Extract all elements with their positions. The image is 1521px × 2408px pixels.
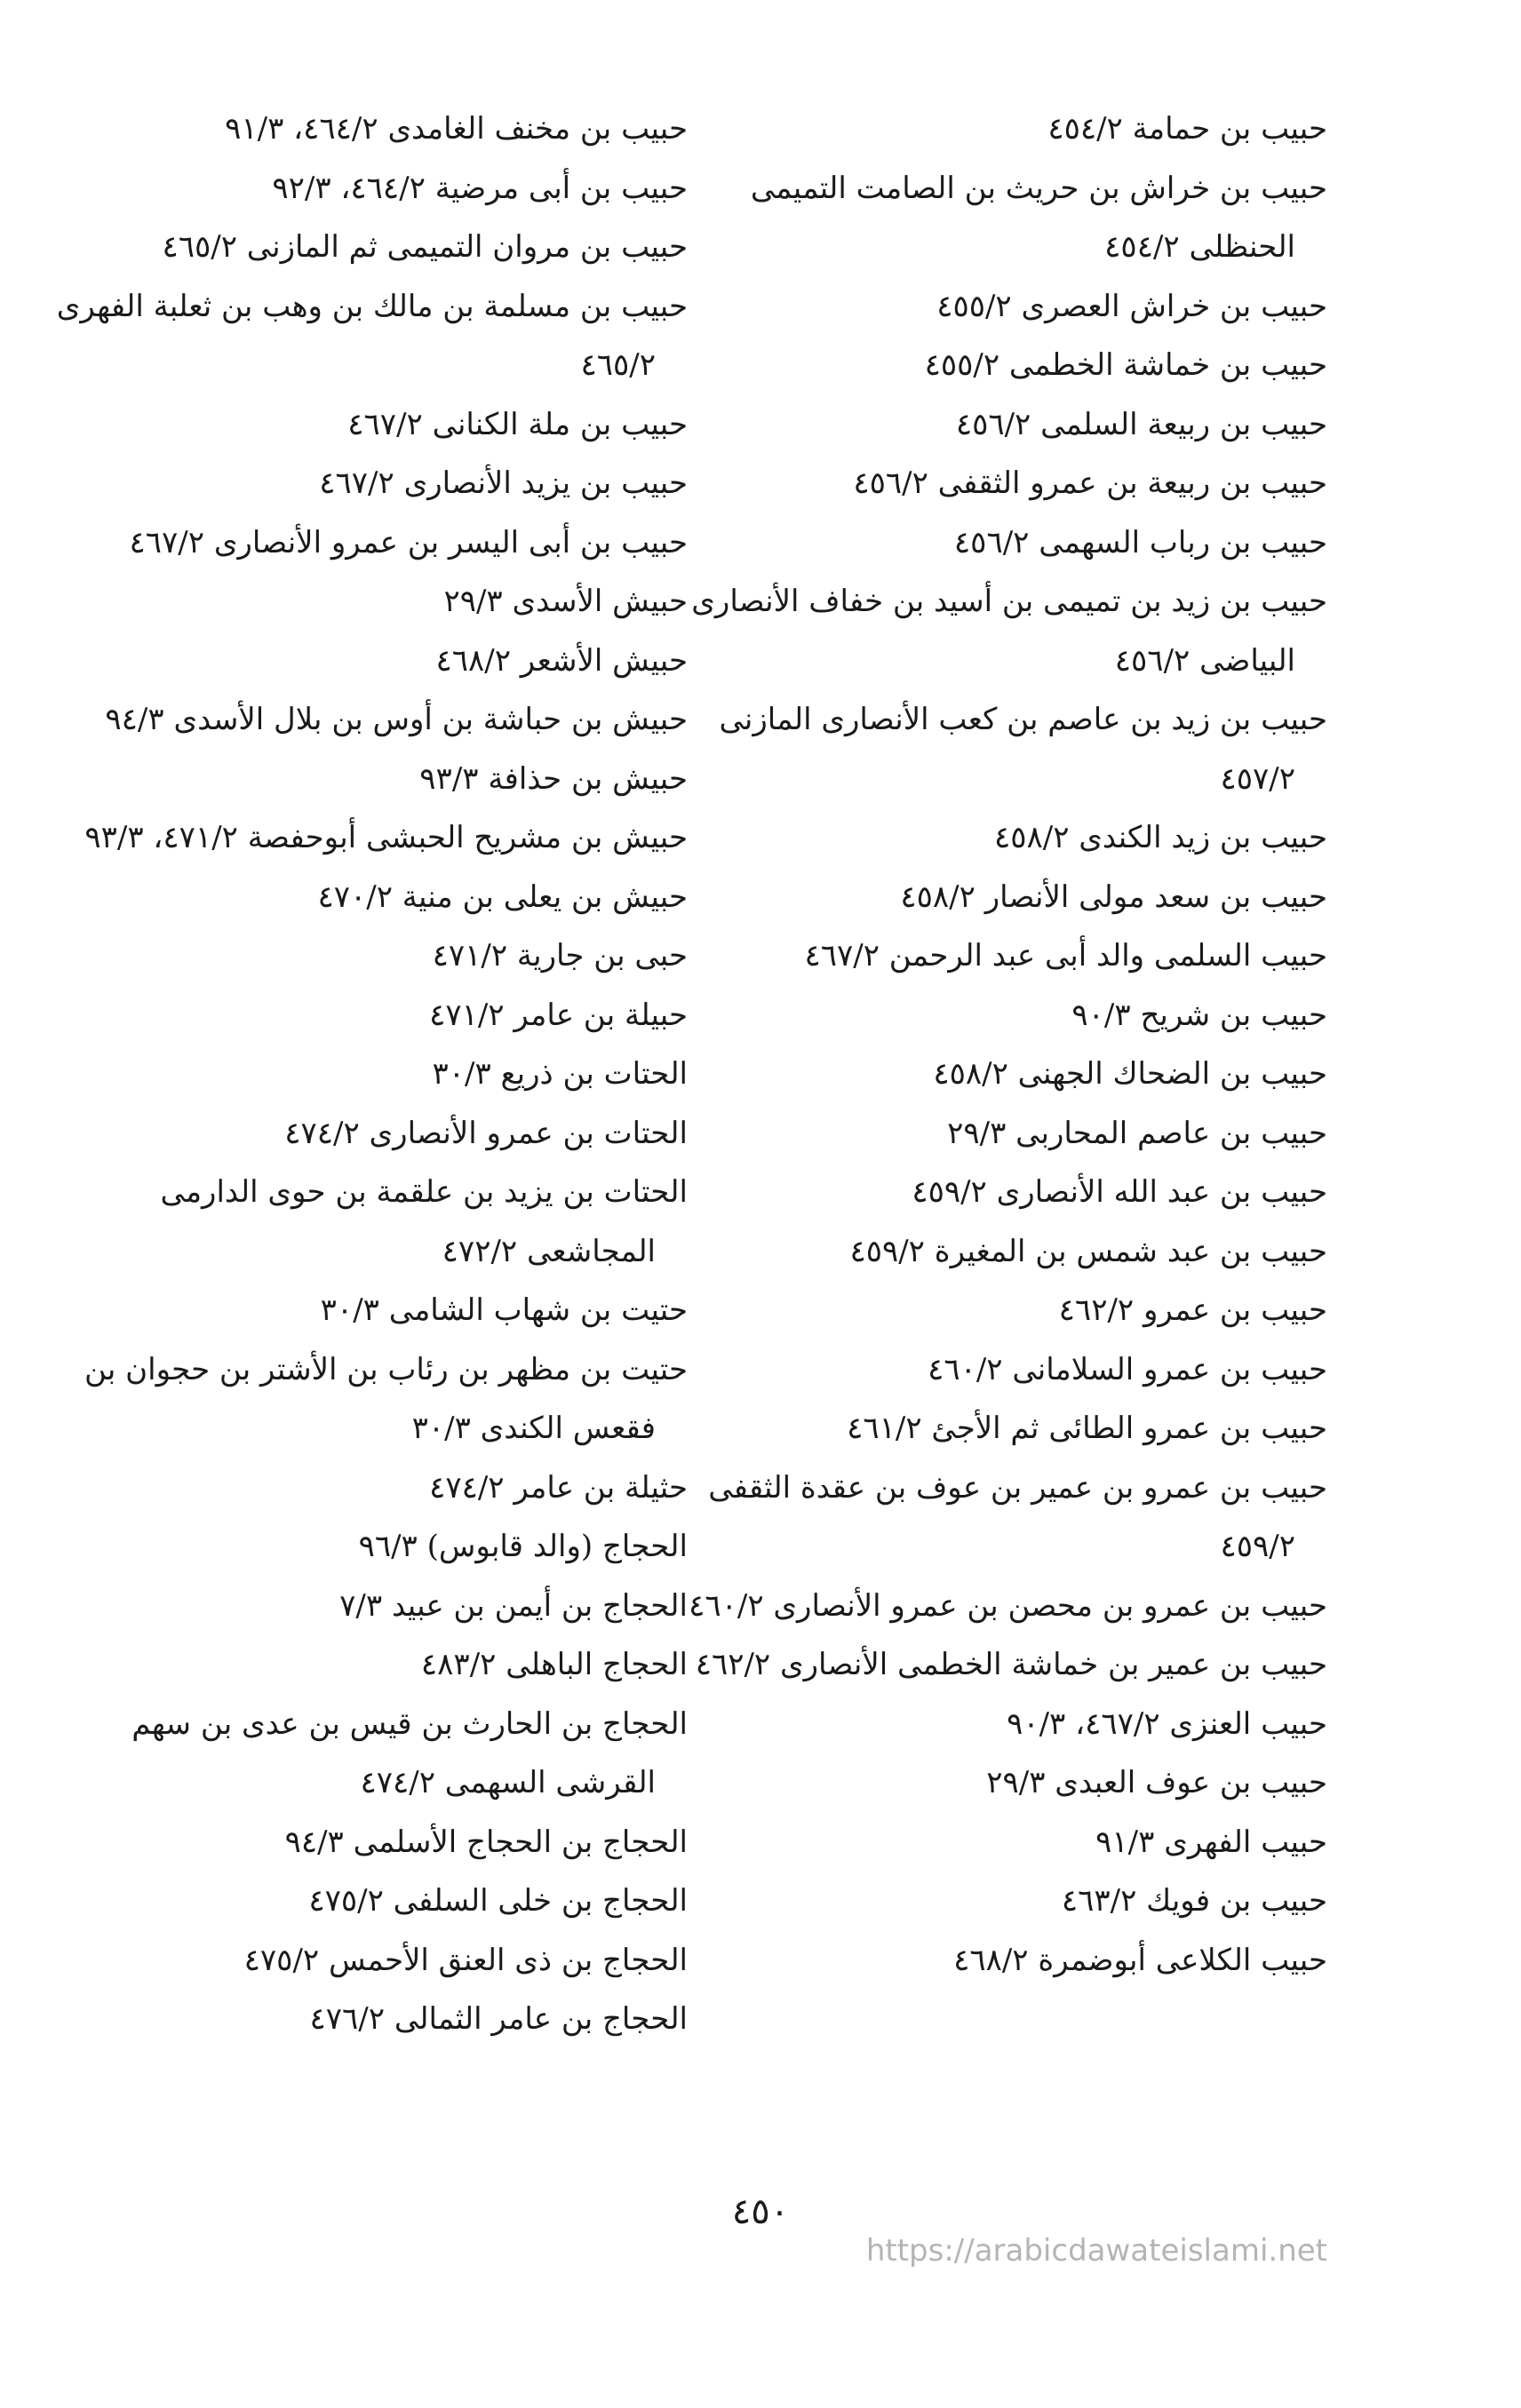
index-entry: حبيب بن خراش العصرى ٤٥٥/٢ <box>936 288 1327 324</box>
index-entry: حبيب بن حمامة ٤٥٤/٢ <box>1047 111 1327 147</box>
index-column-right <box>688 99 1327 1990</box>
index-entry: حبيب الكلاعى أبوضمرة ٤٦٨/٢ <box>953 1942 1327 1978</box>
index-entry: حبيش بن مشريح الحبشى أبوحفصة ٤٧١/٢، ٩٣/٣ <box>84 820 688 855</box>
index-entry: حبيش الأسدى ٢٩/٣ <box>443 584 688 619</box>
index-entry: حبيب بن مخنف الغامدى ٤٦٤/٢، ٩١/٣ <box>225 111 688 147</box>
index-entry: حبيب بن عبد شمس بن المغيرة ٤٥٩/٢ <box>849 1233 1327 1269</box>
index-entry: حبيب بن ملة الكنانى ٤٦٧/٢ <box>347 406 688 442</box>
index-entry: حبيب بن مروان التميمى ثم المازنى ٤٦٥/٢ <box>162 229 688 265</box>
index-entry: حبيب بن خماشة الخطمى ٤٥٥/٢ <box>924 347 1327 383</box>
index-entry: الحجاج (والد قابوس) ٩٦/٣ <box>358 1529 688 1564</box>
index-entry: الحجاج بن خلى السلفى ٤٧٥/٢ <box>308 1883 688 1919</box>
index-entry: الحجاج بن ذى العنق الأحمس ٤٧٥/٢ <box>243 1942 688 1978</box>
index-entry: حبيب بن عبد الله الأنصارى ٤٥٩/٢ <box>912 1174 1327 1210</box>
index-entry: حثيلة بن عامر ٤٧٤/٢ <box>429 1469 688 1506</box>
index-entry: حبيب بن عمير بن خماشة الخطمى الأنصارى ٤٦٢/٢ <box>695 1647 1327 1682</box>
index-entry: حبيب السلمى والد أبى عبد الرحمن ٤٦٧/٢ <box>804 938 1327 974</box>
index-entry: حبيب بن عوف العبدى ٢٩/٣ <box>986 1765 1327 1800</box>
page-number: ٤٥٠ <box>731 2191 790 2232</box>
index-entry: حبيش بن يعلى بن منية ٤٧٠/٢ <box>317 878 688 915</box>
index-entry: حتيت بن شهاب الشامى ٣٠/٣ <box>320 1292 688 1328</box>
index-entry: حبيب بن فويك ٤٦٣/٢ <box>1061 1883 1327 1919</box>
index-entry: حبيب بن عاصم المحاربى ٢٩/٣ <box>947 1115 1327 1151</box>
index-entry: الحتات بن يزيد بن علقمة بن حوى الدارمى المجاشعى ٤٧٢/٢ <box>160 1174 688 1269</box>
index-entry: حبيب بن الضحاك الجهنى ٤٥٨/٢ <box>933 1056 1327 1092</box>
index-entry: الحجاج بن الحارث بن قيس بن عدى بن سهم القرشى السهمى ٤٧٤/٢ <box>131 1705 688 1800</box>
index-entry: حبيب بن زيد الكندى ٤٥٨/٢ <box>993 820 1327 855</box>
index-entry: الحجاج بن الحجاج الأسلمى ٩٤/٣ <box>284 1824 688 1860</box>
index-entry: حتيت بن مظهر بن رئاب بن الأشتر بن حجوان بن فقعس الكندى ٣٠/٣ <box>84 1351 688 1446</box>
index-entry: حبيب العنزى ٤٦٧/٢، ٩٠/٣ <box>1007 1705 1327 1742</box>
index-entry: حبيب بن أبى اليسر بن عمرو الأنصارى ٤٦٧/٢ <box>129 524 688 560</box>
index-entry: حبيب بن عمرو الطائى ثم الأجئ ٤٦١/٢ <box>847 1411 1327 1446</box>
index-entry: حبيب بن زيد بن عاصم بن كعب الأنصارى المازنى ٤٥٧/٢ <box>719 702 1327 797</box>
index-entry: حبيب بن عمرو بن عمير بن عوف بن عقدة الثقفى ٤٥٩/٢ <box>708 1469 1327 1564</box>
index-entry: حبيب بن شريح ٩٠/٣ <box>1071 997 1327 1033</box>
index-entry: حبيب بن عمرو السلامانى ٤٦٠/٢ <box>928 1351 1327 1387</box>
index-entry: حبيب بن ربيعة السلمى ٤٥٦/٢ <box>955 406 1327 442</box>
index-entry: حبى بن جارية ٤٧١/٢ <box>432 938 688 974</box>
index-entry: حبيب بن خراش بن حريث بن الصامت التميمى الحنظلى ٤٥٤/٢ <box>750 170 1327 265</box>
index-entry: الحجاج بن عامر الثمالى ٤٧٦/٢ <box>309 2001 688 2037</box>
index-entry: حبيب بن سعد مولى الأنصار ٤٥٨/٢ <box>900 878 1327 915</box>
index-entry: حبيب الفهرى ٩١/٣ <box>1095 1824 1327 1860</box>
watermark-url: https://arabicdawateislami.net <box>865 2233 1327 2269</box>
index-entry: حبيب بن عمرو ٤٦٢/٢ <box>1058 1292 1327 1328</box>
index-entry: حبيش الأشعر ٤٦٨/٢ <box>435 642 688 679</box>
index-entry: الحجاج بن أيمن بن عبيد ٧/٣ <box>339 1587 688 1624</box>
index-entry: حبيب بن ربيعة بن عمرو الثقفى ٤٥٦/٢ <box>853 465 1327 501</box>
index-entry: الحتات بن ذريع ٣٠/٣ <box>432 1056 688 1092</box>
index-entry: حبيب بن عمرو بن محصن بن عمرو الأنصارى ٤٦٠/٢ <box>689 1587 1327 1624</box>
index-entry: حبيب بن مسلمة بن مالك بن وهب بن ثعلبة الفهرى ٤٦٥/٢ <box>56 288 688 383</box>
index-entry: الحتات بن عمرو الأنصارى ٤٧٤/٢ <box>284 1115 688 1151</box>
index-entry: حبيش بن حذافة ٩٣/٣ <box>419 760 688 797</box>
index-entry: حبيب بن رباب السهمى ٤٥٦/٢ <box>953 524 1327 560</box>
index-column-left <box>48 99 688 2049</box>
index-entry: الحجاج الباهلى ٤٨٣/٢ <box>420 1647 688 1682</box>
index-entry: حبيب بن يزيد الأنصارى ٤٦٧/٢ <box>319 465 688 501</box>
index-entry: حبيش بن حباشة بن أوس بن بلال الأسدى ٩٤/٣ <box>105 702 688 737</box>
index-entry: حبيب بن أبى مرضية ٤٦٤/٢، ٩٢/٣ <box>272 170 688 206</box>
index-entry: حبيلة بن عامر ٤٧١/٢ <box>429 997 688 1033</box>
index-entry: حبيب بن زيد بن تميمى بن أسيد بن خفاف الأنصارى البياضى ٤٥٦/٢ <box>691 584 1327 679</box>
